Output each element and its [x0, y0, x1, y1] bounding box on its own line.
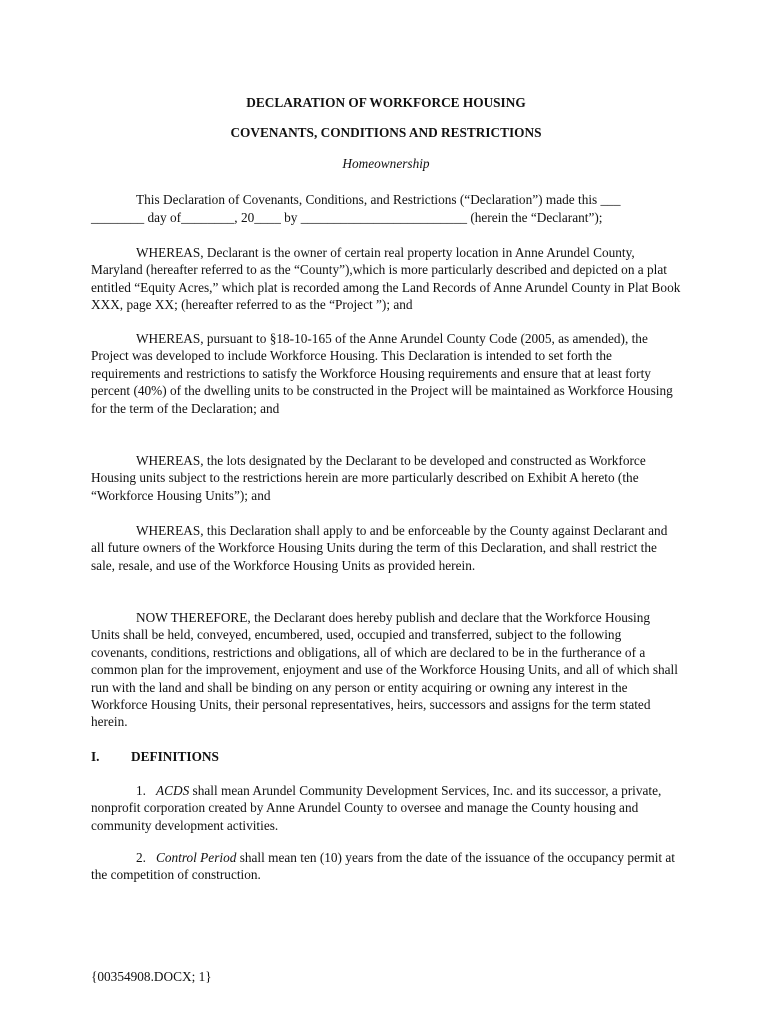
definition-2-term: Control Period	[155, 850, 237, 865]
intro-line-2: ________ day of________, 20____ by _________________________ (herein the “Declarant”);	[91, 210, 603, 225]
section-title: DEFINITIONS	[131, 749, 219, 764]
definition-1-term: ACDS	[155, 783, 190, 798]
document-page	[91, 0, 681, 1024]
whereas-paragraph-1: WHEREAS, Declarant is the owner of certain real property location in Anne Arundel County, Maryland (hereafter referred to as the “County”),which is more particularly described and depicted on a plat entitled “Equity Acres,” which plat is recorded among the Land Records of Anne Arundel County in Plat Book XXX, page XX; (hereafter referred to as the “Project ”); and	[91, 245, 681, 313]
intro-line-1: This Declaration of Covenants, Conditions, and Restrictions (“Declaration”) made this ___	[136, 192, 621, 207]
subtitle: Homeownership	[342, 156, 430, 171]
definition-2-number: 2.	[136, 850, 146, 865]
title-line-2: COVENANTS, CONDITIONS AND RESTRICTIONS	[230, 125, 542, 140]
now-therefore-paragraph: NOW THEREFORE, the Declarant does hereby publish and declare that the Workforce Housing Units shall be held, conveyed, encumbered, used, occupied and transferred, subject to the following covenants, conditions, restrictions and obligations, all of which are declared to be in the furtherance of a common plan for the improvement, enjoyment and use of the Workforce Housing Units, and all of which shall run with the land and shall be binding on any person or entity acquiring or owning any interest in the Workforce Housing Units, their personal representatives, heirs, successors and assigns for the term stated herein.	[91, 610, 678, 730]
footer-doc-id: {00354908.DOCX; 1}	[91, 969, 212, 984]
definition-1-text: shall mean Arundel Community Development Services, Inc. and its successor, a private, nonprofit corporation created by Anne Arundel County to oversee and manage the County housing and community development activities.	[91, 783, 662, 833]
whereas-paragraph-3: WHEREAS, the lots designated by the Declarant to be developed and constructed as Workforce Housing units subject to the restrictions herein are more particularly described on Exhibit A hereto (the “Workforce Housing Units”); and	[91, 453, 646, 503]
section-number: I.	[91, 749, 100, 764]
whereas-paragraph-2: WHEREAS, pursuant to §18-10-165 of the Anne Arundel County Code (2005, as amended), the Project was developed to include Workforce Housing. This Declaration is intended to set forth the requirements and restrictions to satisfy the Workforce Housing requirements and ensure that at least forty percent (40%) of the dwelling units to be constructed in the Project will be maintained as Workforce Housing for the term of the Declaration; and	[91, 331, 673, 416]
section-heading	[91, 748, 219, 765]
definition-2-text: shall mean ten (10) years from the date of the issuance of the occupancy permit at the competition of construction.	[91, 850, 676, 883]
definition-2	[91, 849, 681, 884]
definition-1	[91, 782, 681, 834]
whereas-paragraph-4: WHEREAS, this Declaration shall apply to and be enforceable by the County against Declarant and all future owners of the Workforce Housing Units during the term of this Declaration, and shall restrict the sale, resale, and use of the Workforce Housing Units as provided herein.	[91, 523, 668, 573]
definition-1-number: 1.	[136, 783, 146, 798]
title-line-1: DECLARATION OF WORKFORCE HOUSING	[246, 95, 526, 110]
